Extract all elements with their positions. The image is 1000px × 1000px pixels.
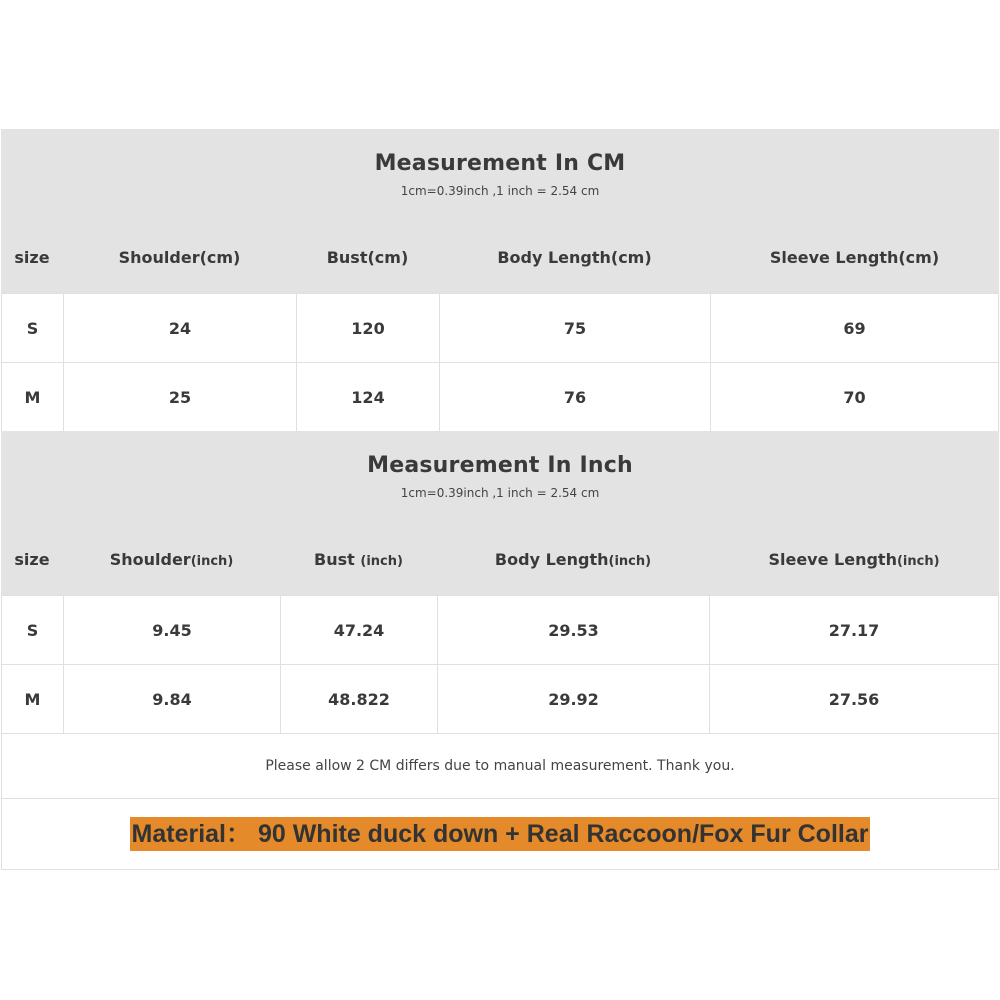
unit-label: (inch) xyxy=(896,553,940,569)
material-row xyxy=(1,799,999,870)
cm-table-subtitle: 1cm=0.39inch ,1 inch = 2.54 cm xyxy=(400,184,600,198)
table-cell: 9.84 xyxy=(63,665,280,733)
inch-table-header xyxy=(1,431,999,595)
column-header-sleeve-length: Sleeve Length(inch) xyxy=(768,549,940,569)
table-cell: 75 xyxy=(439,294,710,362)
column-header-sleeve-length: Sleeve Length(cm) xyxy=(769,247,940,267)
table-cell: 9.45 xyxy=(63,596,280,664)
size-chart xyxy=(1,129,999,870)
measurement-note: Please allow 2 CM differs due to manual measurement. Thank you. xyxy=(1,733,999,799)
inch-table-title: Measurement In Inch xyxy=(367,453,633,478)
table-cell: S xyxy=(1,596,63,664)
table-cell: 27.56 xyxy=(709,665,999,733)
cm-table xyxy=(1,129,999,431)
column-header-bust: Bust(cm) xyxy=(326,247,409,267)
table-cell: 70 xyxy=(710,363,999,431)
table-cell: 29.53 xyxy=(437,596,709,664)
cm-table-title: Measurement In CM xyxy=(374,151,626,176)
table-cell: 47.24 xyxy=(280,596,437,664)
column-header-shoulder: Shoulder(inch) xyxy=(109,549,234,569)
table-cell: S xyxy=(1,294,63,362)
inch-column-headers xyxy=(1,523,999,595)
table-row xyxy=(1,362,999,431)
table-cell: M xyxy=(1,665,63,733)
cm-title-block xyxy=(1,129,999,221)
table-cell: 120 xyxy=(296,294,439,362)
inch-title-block xyxy=(1,431,999,523)
unit-label: (inch) xyxy=(360,553,403,569)
table-row xyxy=(1,595,999,664)
column-header-shoulder: Shoulder(cm) xyxy=(118,247,241,267)
table-cell: 69 xyxy=(710,294,999,362)
unit-label: (inch) xyxy=(190,553,234,569)
table-cell: 76 xyxy=(439,363,710,431)
cm-column-headers xyxy=(1,221,999,293)
material-label: Material： 90 White duck down + Real Raccoon/Fox Fur Collar xyxy=(130,817,871,851)
inch-table-subtitle: 1cm=0.39inch ,1 inch = 2.54 cm xyxy=(400,486,600,500)
table-cell: 124 xyxy=(296,363,439,431)
table-cell: 27.17 xyxy=(709,596,999,664)
column-header-body-length: Body Length(inch) xyxy=(494,549,652,569)
table-cell: 24 xyxy=(63,294,296,362)
table-cell: 29.92 xyxy=(437,665,709,733)
table-row xyxy=(1,664,999,733)
table-cell: 25 xyxy=(63,363,296,431)
table-cell: 48.822 xyxy=(280,665,437,733)
column-header-size: size xyxy=(14,549,50,569)
unit-label: (inch) xyxy=(608,553,652,569)
column-header-size: size xyxy=(14,247,50,267)
inch-table xyxy=(1,431,999,733)
column-header-bust: Bust (inch) xyxy=(314,549,403,569)
table-row xyxy=(1,293,999,362)
table-cell: M xyxy=(1,363,63,431)
column-header-body-length: Body Length(cm) xyxy=(497,247,652,267)
cm-table-header xyxy=(1,129,999,293)
